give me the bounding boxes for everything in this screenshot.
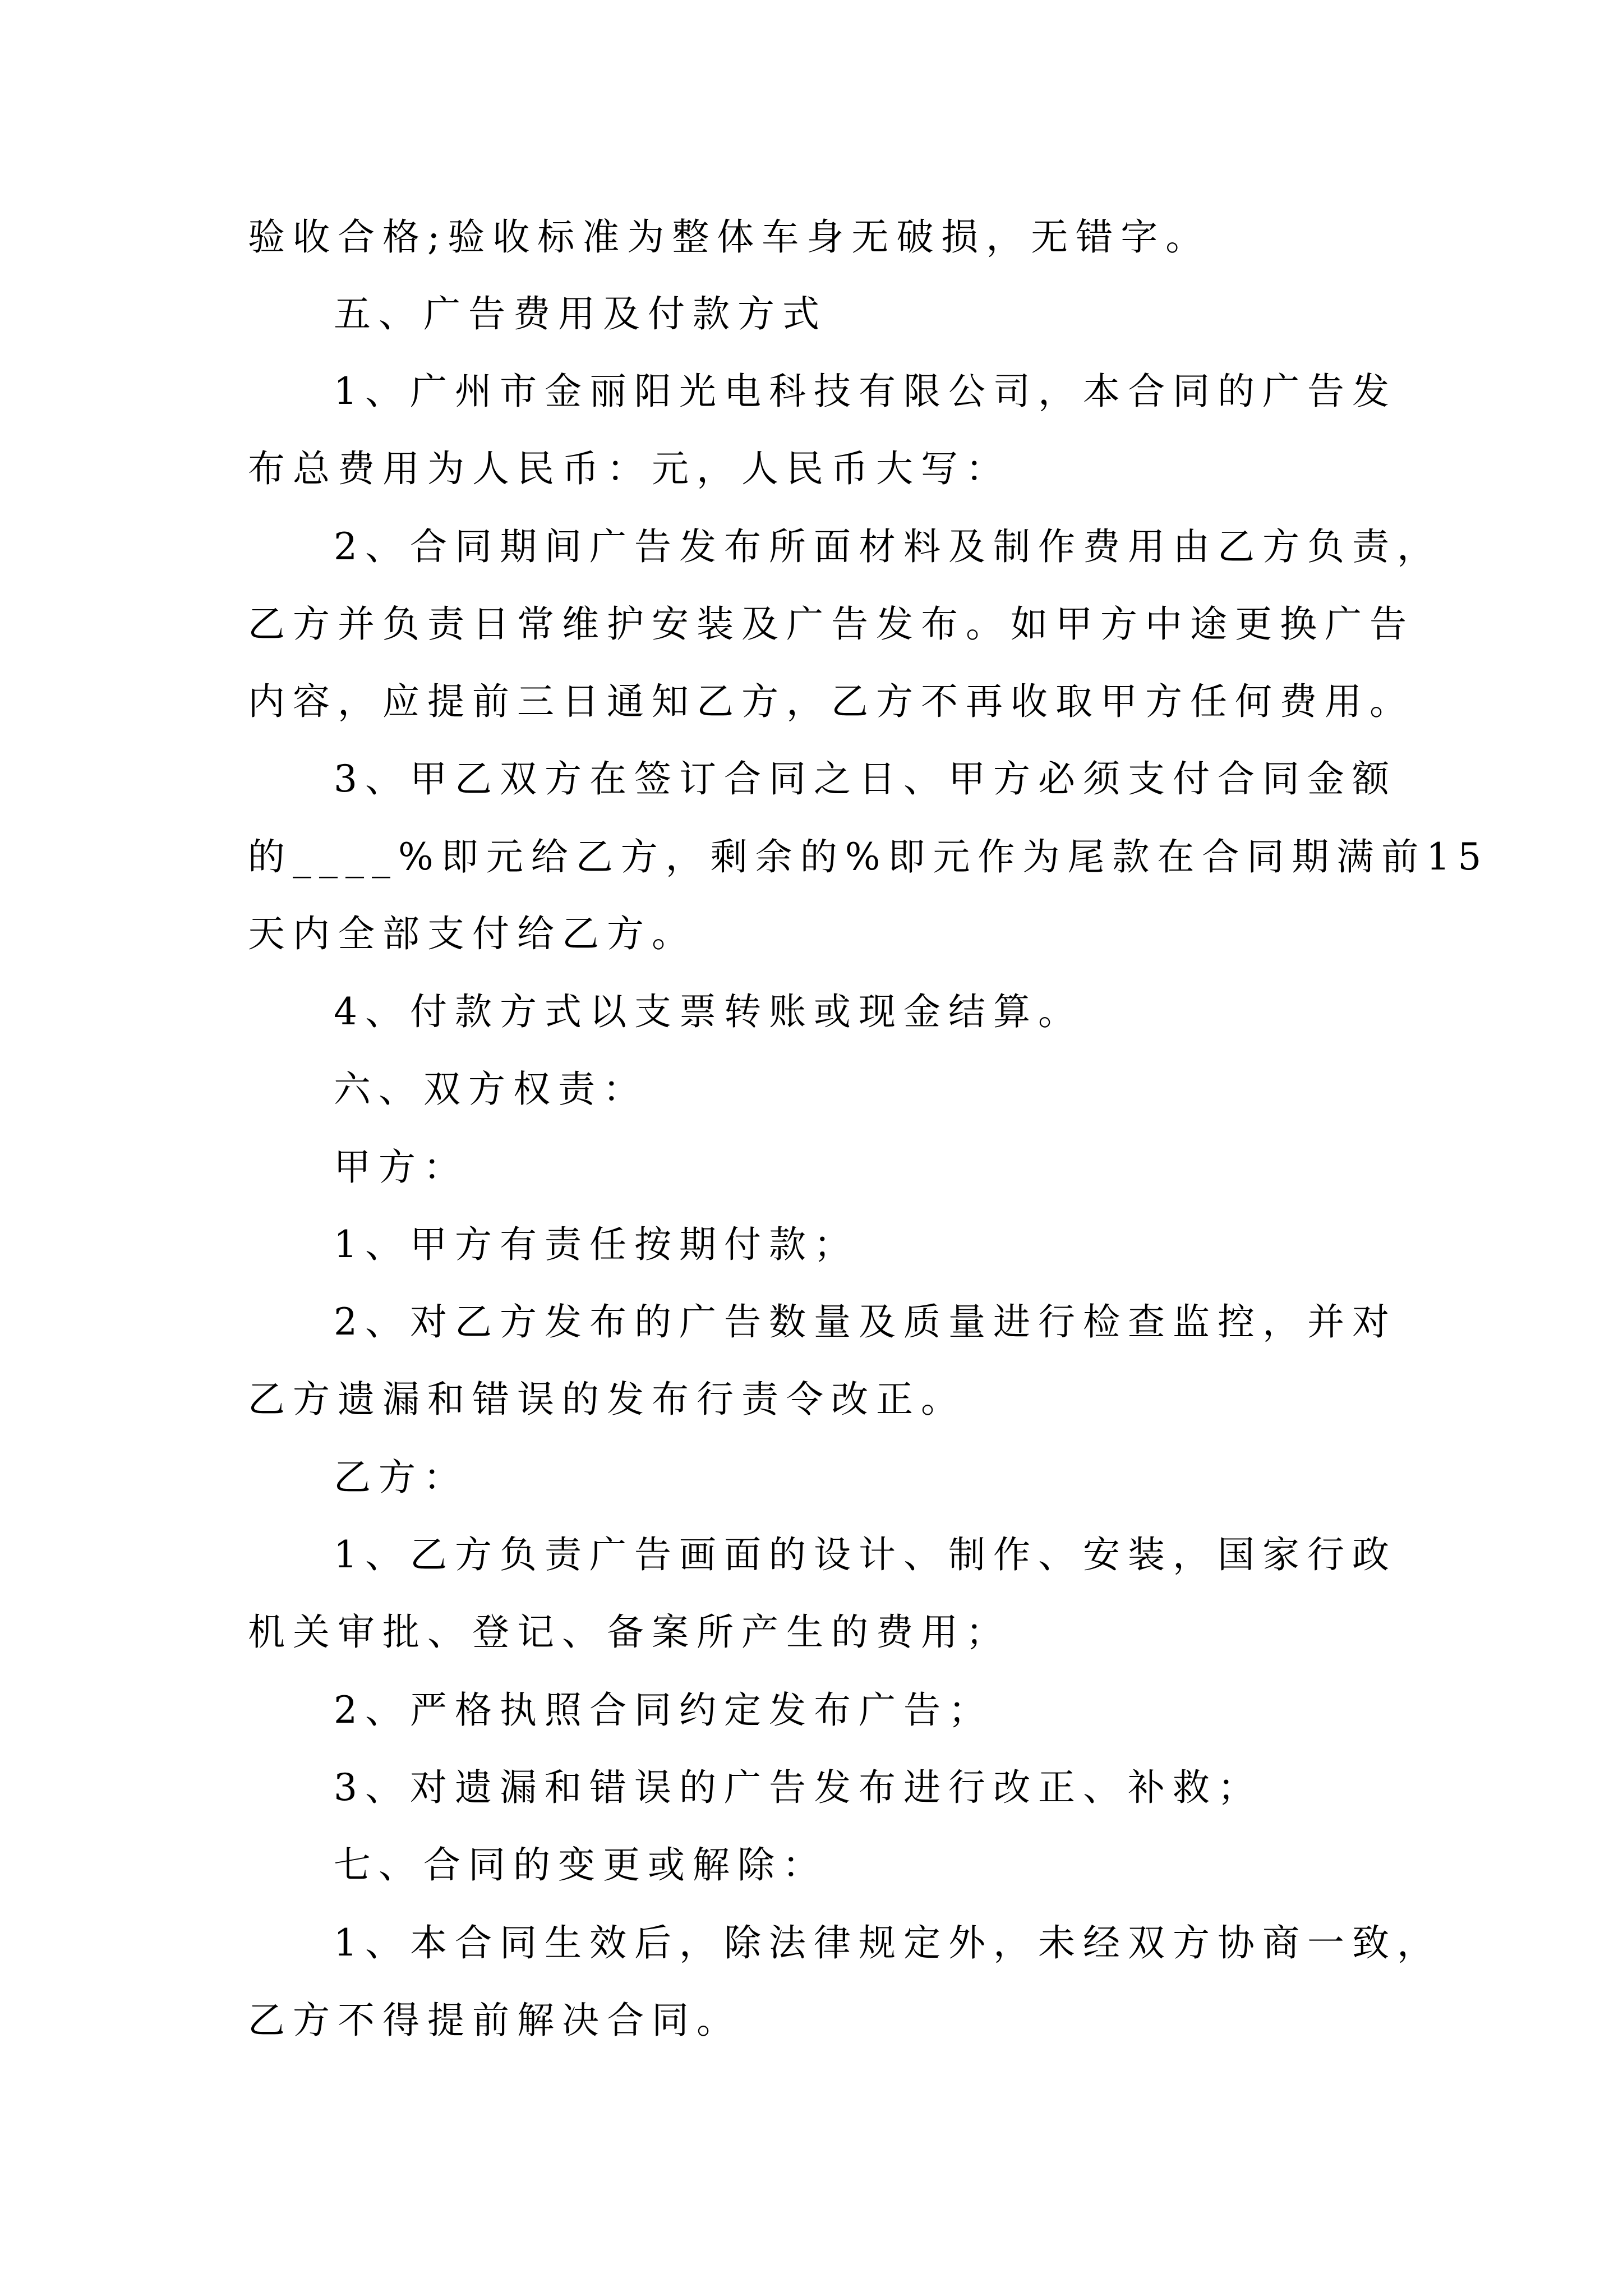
text-line: 的____%即元给乙方，剩余的%即元作为尾款在合同期满前15 bbox=[248, 835, 1490, 878]
text-line: 乙方并负责日常维护安装及广告发布。如甲方中途更换广告 bbox=[248, 602, 1414, 646]
text-line: 2、合同期间广告发布所面材料及制作费用由乙方负责， bbox=[334, 525, 1442, 568]
text-line: 机关审批、登记、备案所产生的费用； bbox=[248, 1611, 1011, 1654]
section-heading: 五、广告费用及付款方式 bbox=[334, 292, 827, 335]
text-line: 2、对乙方发布的广告数量及质量进行检查监控，并对 bbox=[334, 1300, 1397, 1343]
text-line: 乙方遗漏和错误的发布行责令改正。 bbox=[248, 1378, 966, 1421]
text-line: 乙方不得提前解决合同。 bbox=[248, 1999, 741, 2042]
text-line: 内容，应提前三日通知乙方，乙方不再收取甲方任何费用。 bbox=[248, 680, 1414, 723]
text-line: 3、对遗漏和错误的广告发布进行改正、补救； bbox=[334, 1766, 1262, 1809]
text-line: 天内全部支付给乙方。 bbox=[248, 912, 697, 955]
section-heading: 六、双方权责： bbox=[334, 1068, 648, 1111]
section-heading: 七、合同的变更或解除： bbox=[334, 1843, 827, 1887]
text-line: 2、严格执照合同约定发布广告； bbox=[334, 1688, 993, 1732]
text-line: 1、本合同生效后，除法律规定外，未经双方协商一致， bbox=[334, 1921, 1442, 1964]
text-line: 验收合格;验收标准为整体车身无破损，无错字。 bbox=[248, 215, 1211, 259]
party-heading: 乙方： bbox=[334, 1456, 468, 1499]
text-line: 3、甲乙双方在签订合同之日、甲方必须支付合同金额 bbox=[334, 757, 1397, 800]
text-line: 1、乙方负责广告画面的设计、制作、安装，国家行政 bbox=[334, 1533, 1397, 1576]
text-line: 布总费用为人民币：元，人民币大写： bbox=[248, 447, 1011, 490]
text-line: 1、广州市金丽阳光电科技有限公司，本合同的广告发 bbox=[334, 370, 1397, 413]
text-line: 1、甲方有责任按期付款； bbox=[334, 1223, 859, 1266]
party-heading: 甲方： bbox=[334, 1145, 468, 1189]
text-line: 4、付款方式以支票转账或现金结算。 bbox=[334, 990, 1083, 1033]
